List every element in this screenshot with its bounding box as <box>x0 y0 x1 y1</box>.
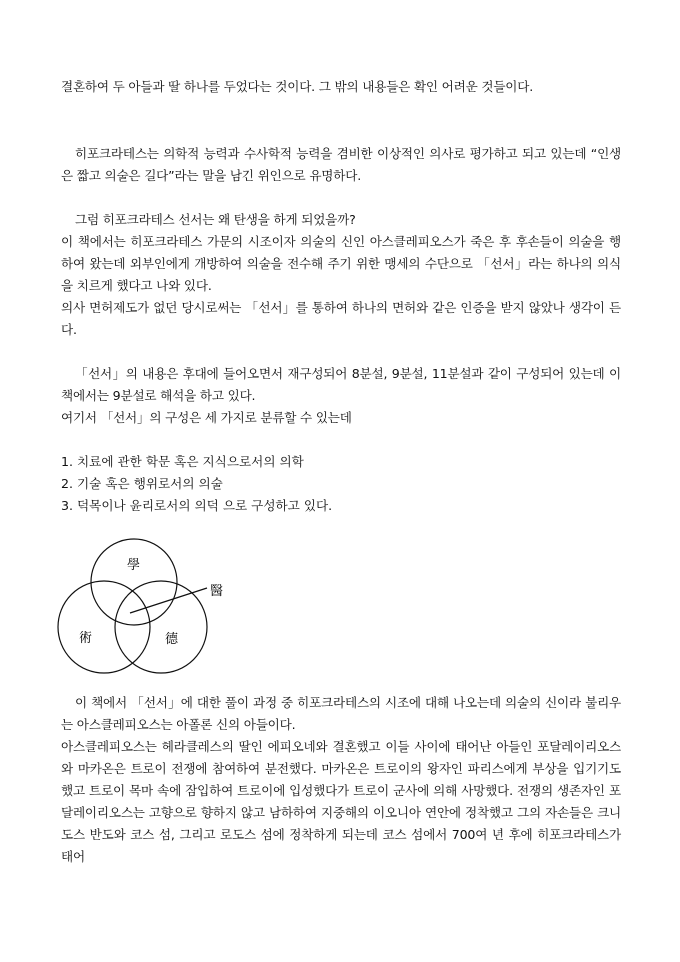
label-learning: 學 <box>127 558 141 573</box>
paragraph-2: 그럼 히포크라테스 선서는 왜 탄생을 하게 되었을까? <box>75 212 356 227</box>
paragraph-8: 아스클레피오스는 헤라클레스의 딸인 에피오네와 결혼했고 이들 사이에 태어난 아들인 포달레이리오스와 마카온은 트로이 전쟁에 참여하여 분전했다. 마카온은 트로이의 왕자인 파리스에게 부상을 입기기도 했고 트로이 목마 속에 잠입하여 트로이에 입성했다가 트로이 군사에 의해 사망했다. 전쟁의 생존자인 포달레이리오스는 고향으로 향하지 않고 남하하여 지중해의 이오니아 연안에 정착했고 그의 자손들은 크니도스 반도와 코스 섬, 그리고 로도스 섬에 정착하게 되는데 코스 섬에서 700여 년 후에 히포크라테스가 태어 <box>61 739 621 864</box>
venn-circle-right <box>115 581 207 673</box>
paragraph-0: 결혼하여 두 아들과 딸 하나를 두었다는 것이다. 그 밖의 내용들은 확인 어려운 것들이다. <box>61 79 534 94</box>
list-item: 1. 치료에 관한 학문 혹은 지식으로서의 의학 <box>61 454 304 469</box>
list-item: 3. 덕목이나 윤리로서의 의덕 으로 구성하고 있다. <box>61 498 333 513</box>
venn-diagram <box>50 535 270 685</box>
list-item: 2. 기술 혹은 행위로서의 의술 <box>61 476 223 491</box>
paragraph-3: 이 책에서는 히포크라테스 가문의 시조이자 의술의 신인 아스클레피오스가 죽은 후 후손들이 의술을 행하여 왔는데 외부인에게 개방하여 의술을 전수해 주기 위한 맹세의 수단으로 「선서」라는 하나의 의식을 치르게 했다고 나와 있다. <box>61 234 621 293</box>
label-art: 術 <box>79 631 93 646</box>
label-medicine: 醫 <box>210 584 224 599</box>
paragraph-4: 의사 면허제도가 없던 당시로써는 「선서」를 통하여 하나의 면허와 같은 인증을 받지 않았나 생각이 든다. <box>61 300 621 337</box>
paragraph-1: 히포크라테스는 의학적 능력과 수사학적 능력을 겸비한 이상적인 의사로 평가하고 되고 있는데 “인생은 짧고 의술은 길다”라는 말을 남긴 위인으로 유명하다. <box>61 146 621 183</box>
paragraph-7: 이 책에서 「선서」에 대한 풀이 과정 중 히포크라테스의 시조에 대해 나오는데 의술의 신이라 불리우는 아스클레피오스는 아폴론 신의 아들이다. <box>61 695 621 732</box>
paragraph-6: 여기서 「선서」의 구성은 세 가지로 분류할 수 있는데 <box>61 410 352 425</box>
paragraph-5: 「선서」의 내용은 후대에 들어오면서 재구성되어 8분설, 9분설, 11분설과 같이 구성되어 있는데 이 책에서는 9분설로 해석을 하고 있다. <box>61 366 621 403</box>
composition-list <box>61 451 621 517</box>
label-virtue: 德 <box>165 632 179 647</box>
venn-circle-left <box>58 581 150 673</box>
